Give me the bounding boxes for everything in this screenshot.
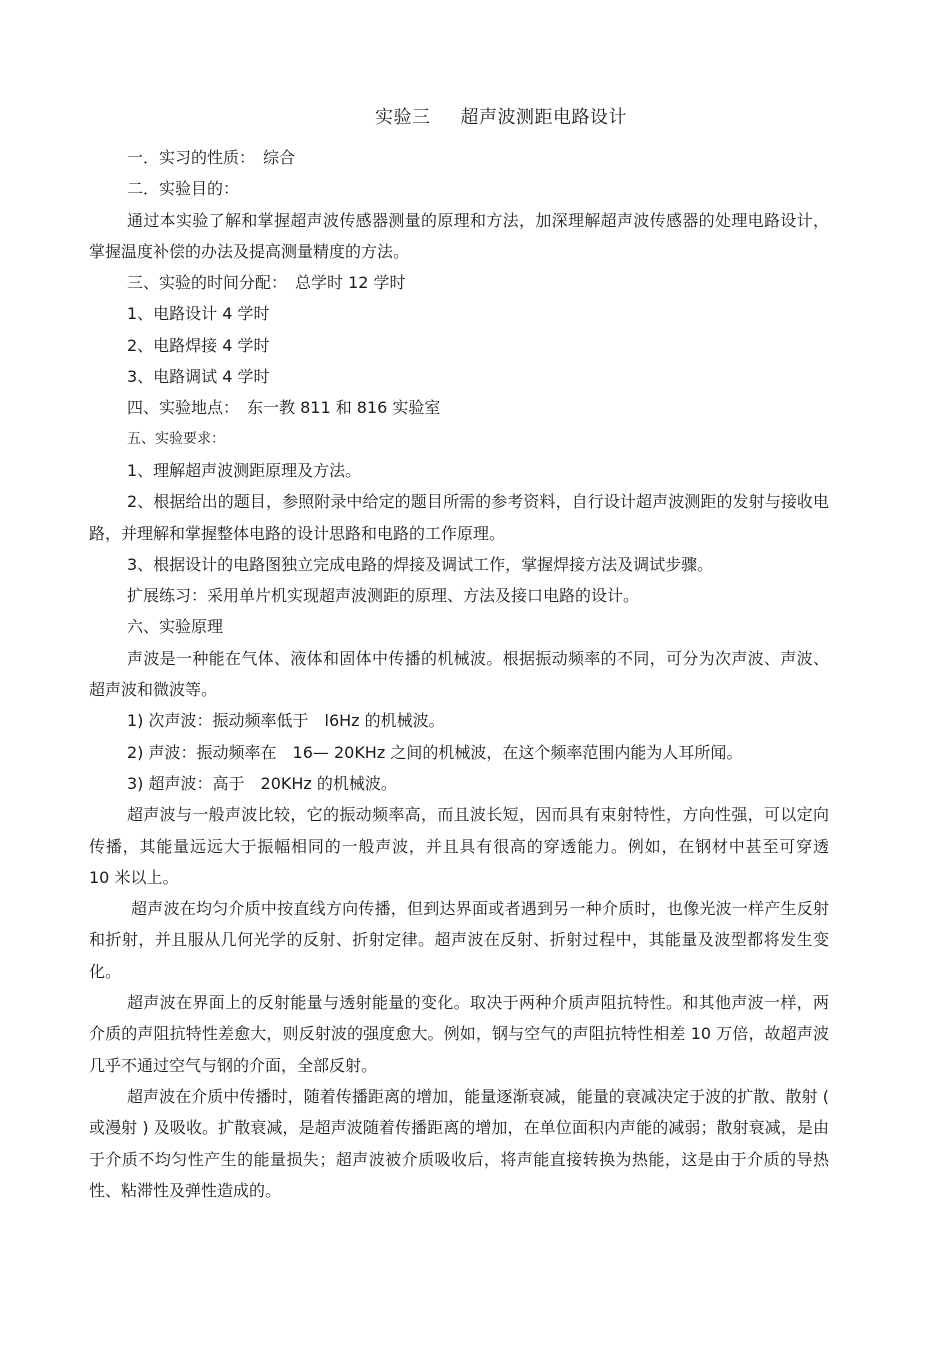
document-body [89, 142, 846, 1206]
section-nature: 一．实习的性质： 综合 [127, 148, 296, 167]
principle-paragraph-1: 声波是一种能在气体、液体和固体中传播的机械波。根据振动频率的不同，可分为次声波、声波、超声波和微波等。 [89, 648, 829, 700]
page-title [26, 104, 950, 132]
principle-paragraph-4: 超声波在界面上的反射能量与透射能量的变化。取决于两种介质声阻抗特性。和其他声波一样，两介质的声阻抗特性差愈大，则反射波的强度愈大。例如，钢与空气的声阻抗特性相差 10 万倍，故超声波几乎不通过空气与钢的介面，全部反射。 [89, 993, 829, 1075]
time-item-debugging: 3、电路调试 4 学时 [127, 367, 270, 387]
requirement-item-2: 2、根据给出的题目，参照附录中给定的题目所需的参考资料，自行设计超声波测距的发射与接收电路，并理解和掌握整体电路的设计思路和电路的工作原理。 [89, 492, 829, 543]
section-principle-heading: 六、实验原理 [127, 617, 224, 637]
principle-paragraph-2: 超声波与一般声波比较，它的振动频率高，而且波长短，因而具有束射特性，方向性强，可以定向传播，其能量远远大于振幅相同的一般声波，并且具有很高的穿透能力。例如，在钢材中甚至可穿透 10 米以上。 [89, 805, 846, 887]
time-item-design: 1、电路设计 4 学时 [127, 304, 270, 324]
title-experiment-number: 实验三 [375, 107, 431, 128]
section-requirements-heading: 五、实验要求： [127, 430, 225, 447]
section-purpose-heading: 二．实验目的： [127, 179, 240, 199]
principle-paragraph-3: 超声波在均匀介质中按直线方向传播，但到达界面或者遇到另一种介质时，也像光波一样产生反射和折射，并且服从几何光学的反射、折射定律。超声波在反射、折射过程中，其能量及波型都将发生变化。 [89, 899, 829, 981]
wave-item-infrasound: 1) 次声波：振动频率低于 l6Hz 的机械波。 [127, 711, 445, 731]
purpose-paragraph: 通过本实验了解和掌握超声波传感器测量的原理和方法，加深理解超声波传感器的处理电路设计，掌握温度补偿的办法及提高测量精度的方法。 [89, 210, 829, 261]
wave-item-ultrasound: 3) 超声波：高于 20KHz 的机械波。 [127, 773, 397, 793]
wave-item-sound: 2) 声波：振动频率在 16— 20KHz 之间的机械波，在这个频率范围内能为人耳所闻。 [127, 742, 743, 762]
requirement-item-1: 1、理解超声波测距原理及方法。 [127, 460, 362, 480]
section-time-heading: 三、实验的时间分配： 总学时 12 学时 [127, 273, 406, 293]
section-place: 四、实验地点： 东一教 811 和 816 实验室 [127, 398, 441, 418]
extension-exercise: 扩展练习：采用单片机实现超声波测距的原理、方法及接口电路的设计。 [127, 586, 640, 606]
principle-paragraph-5: 超声波在介质中传播时，随着传播距离的增加，能量逐渐衰减，能量的衰减决定于波的扩散、散射 ( 或漫射 ) 及吸收。扩散衰减，是超声波随着传播距离的增加，在单位面积内声能的减弱；散射衰减，是由于介质不均匀性产生的能量损失；超声波被介质吸收后，将声能直接转换为热能，这是由于介质的导热性、粘滞性及弹性造成的。 [89, 1086, 829, 1200]
title-experiment-name: 超声波测距电路设计 [460, 107, 627, 128]
time-item-soldering: 2、电路焊接 4 学时 [127, 335, 270, 355]
requirement-item-3: 3、根据设计的电路图独立完成电路的焊接及调试工作，掌握焊接方法及调试步骤。 [127, 554, 714, 574]
